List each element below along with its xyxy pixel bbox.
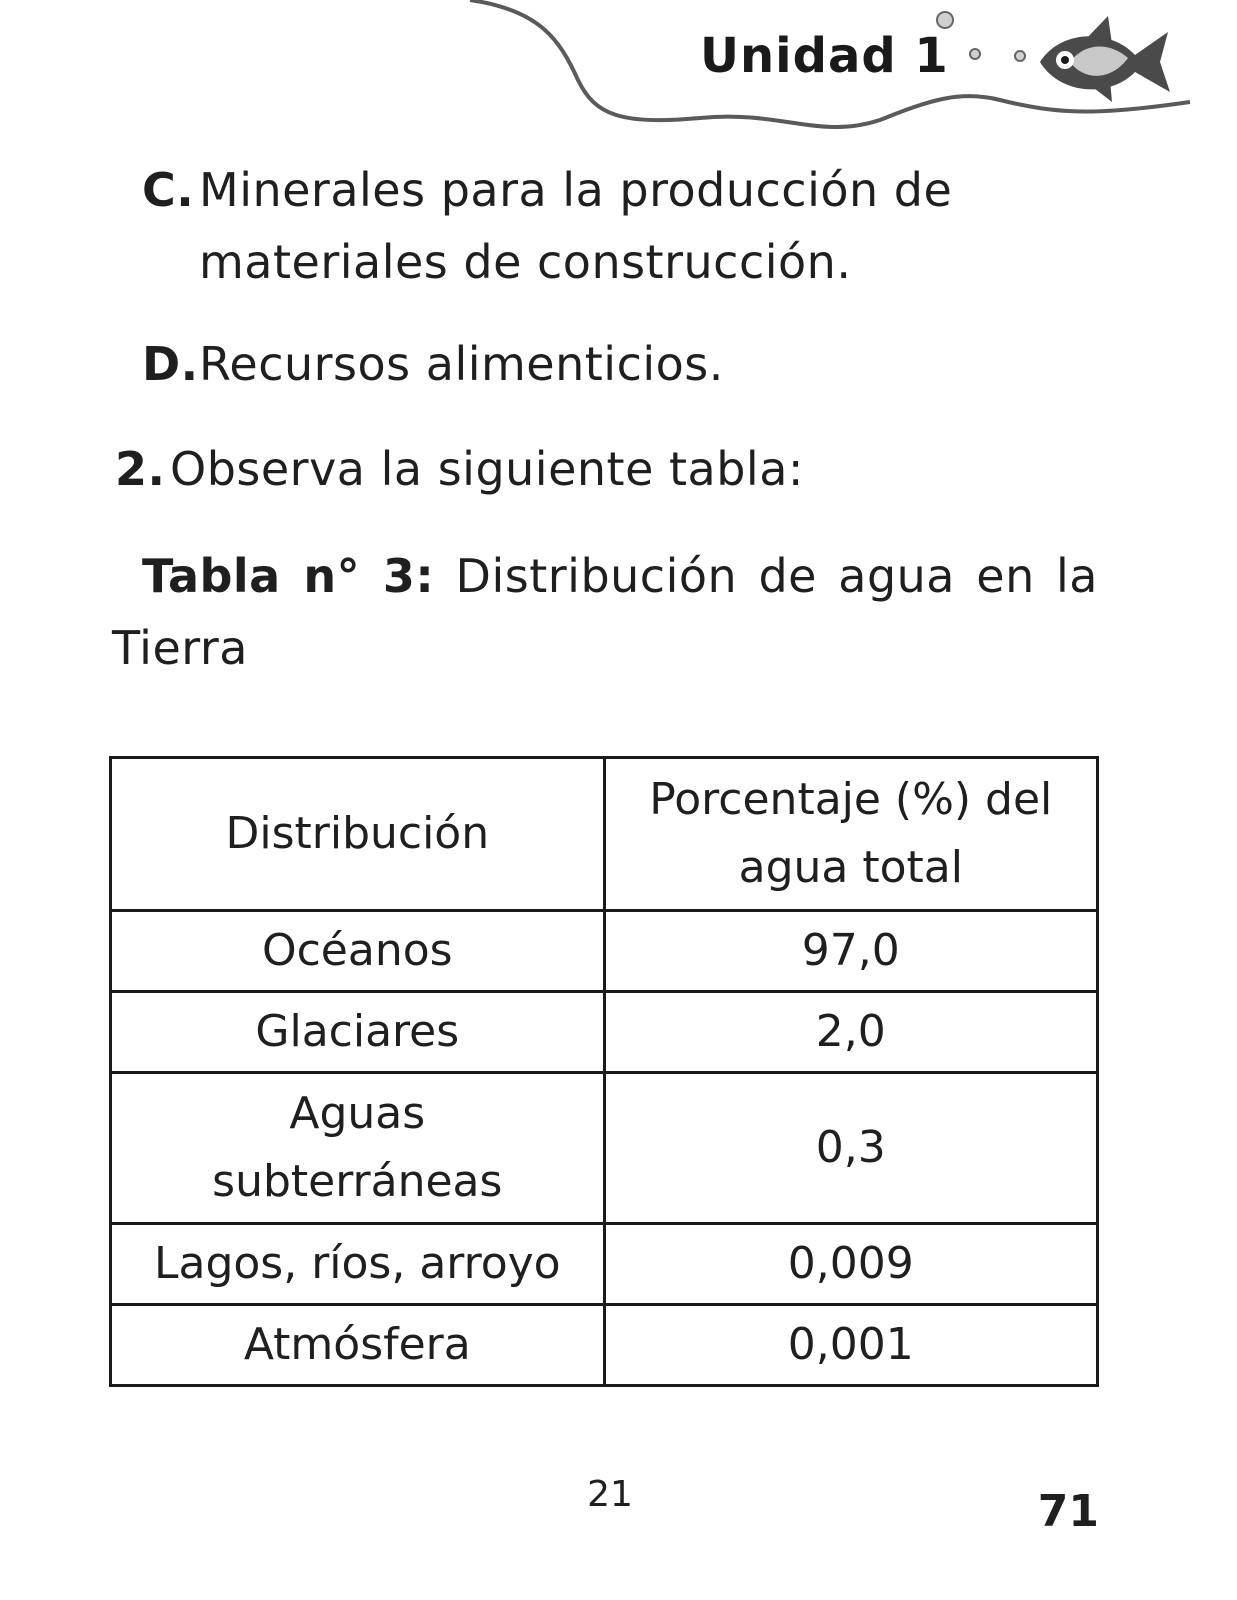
option-d	[142, 328, 1122, 408]
table-row	[111, 1305, 1098, 1386]
bubble-icon	[937, 12, 953, 28]
fish-icon	[1040, 16, 1170, 102]
cell-porcentaje: 0,001	[604, 1305, 1097, 1386]
cell-distribucion: Glaciares	[111, 992, 605, 1073]
table-row	[111, 992, 1098, 1073]
question-text: Observa la siguiente tabla:	[170, 442, 804, 496]
caption-label: Tabla n° 3:	[142, 549, 435, 603]
cell-porcentaje: 0,009	[604, 1224, 1097, 1305]
header-decoration	[0, 0, 1237, 150]
unit-title: Unidad 1	[700, 28, 949, 84]
header-distribucion: Distribución	[111, 758, 605, 911]
bubble-icon	[1015, 51, 1025, 61]
cell-distribucion: Océanos	[111, 911, 605, 992]
option-letter: D.	[142, 337, 199, 391]
table-row	[111, 1073, 1098, 1224]
option-text: Minerales para la producción de materiales de construcción.	[199, 163, 953, 289]
option-text: Recursos alimenticios.	[199, 337, 724, 391]
page-number-right: 71	[1037, 1486, 1099, 1537]
cell-distribucion: Lagos, ríos, arroyo	[111, 1224, 605, 1305]
caption-text: Distribución de agua en la Tierra	[112, 549, 1098, 675]
water-distribution-table	[109, 756, 1099, 1387]
option-c	[142, 154, 1122, 304]
cell-distribucion: Aguas subterráneas	[111, 1073, 605, 1224]
table-caption	[112, 540, 1098, 684]
table-row	[111, 911, 1098, 992]
question-number: 2.	[115, 442, 166, 496]
cell-porcentaje: 97,0	[604, 911, 1097, 992]
cell-porcentaje: 0,3	[604, 1073, 1097, 1224]
bubble-icon	[970, 49, 980, 59]
cell-distribucion: Atmósfera	[111, 1305, 605, 1386]
table-row	[111, 1224, 1098, 1305]
table-header-row	[111, 758, 1098, 911]
page-number-center: 21	[587, 1474, 633, 1515]
option-letter: C.	[142, 163, 195, 217]
cell-porcentaje: 2,0	[604, 992, 1097, 1073]
header-porcentaje: Porcentaje (%) del agua total	[604, 758, 1097, 911]
